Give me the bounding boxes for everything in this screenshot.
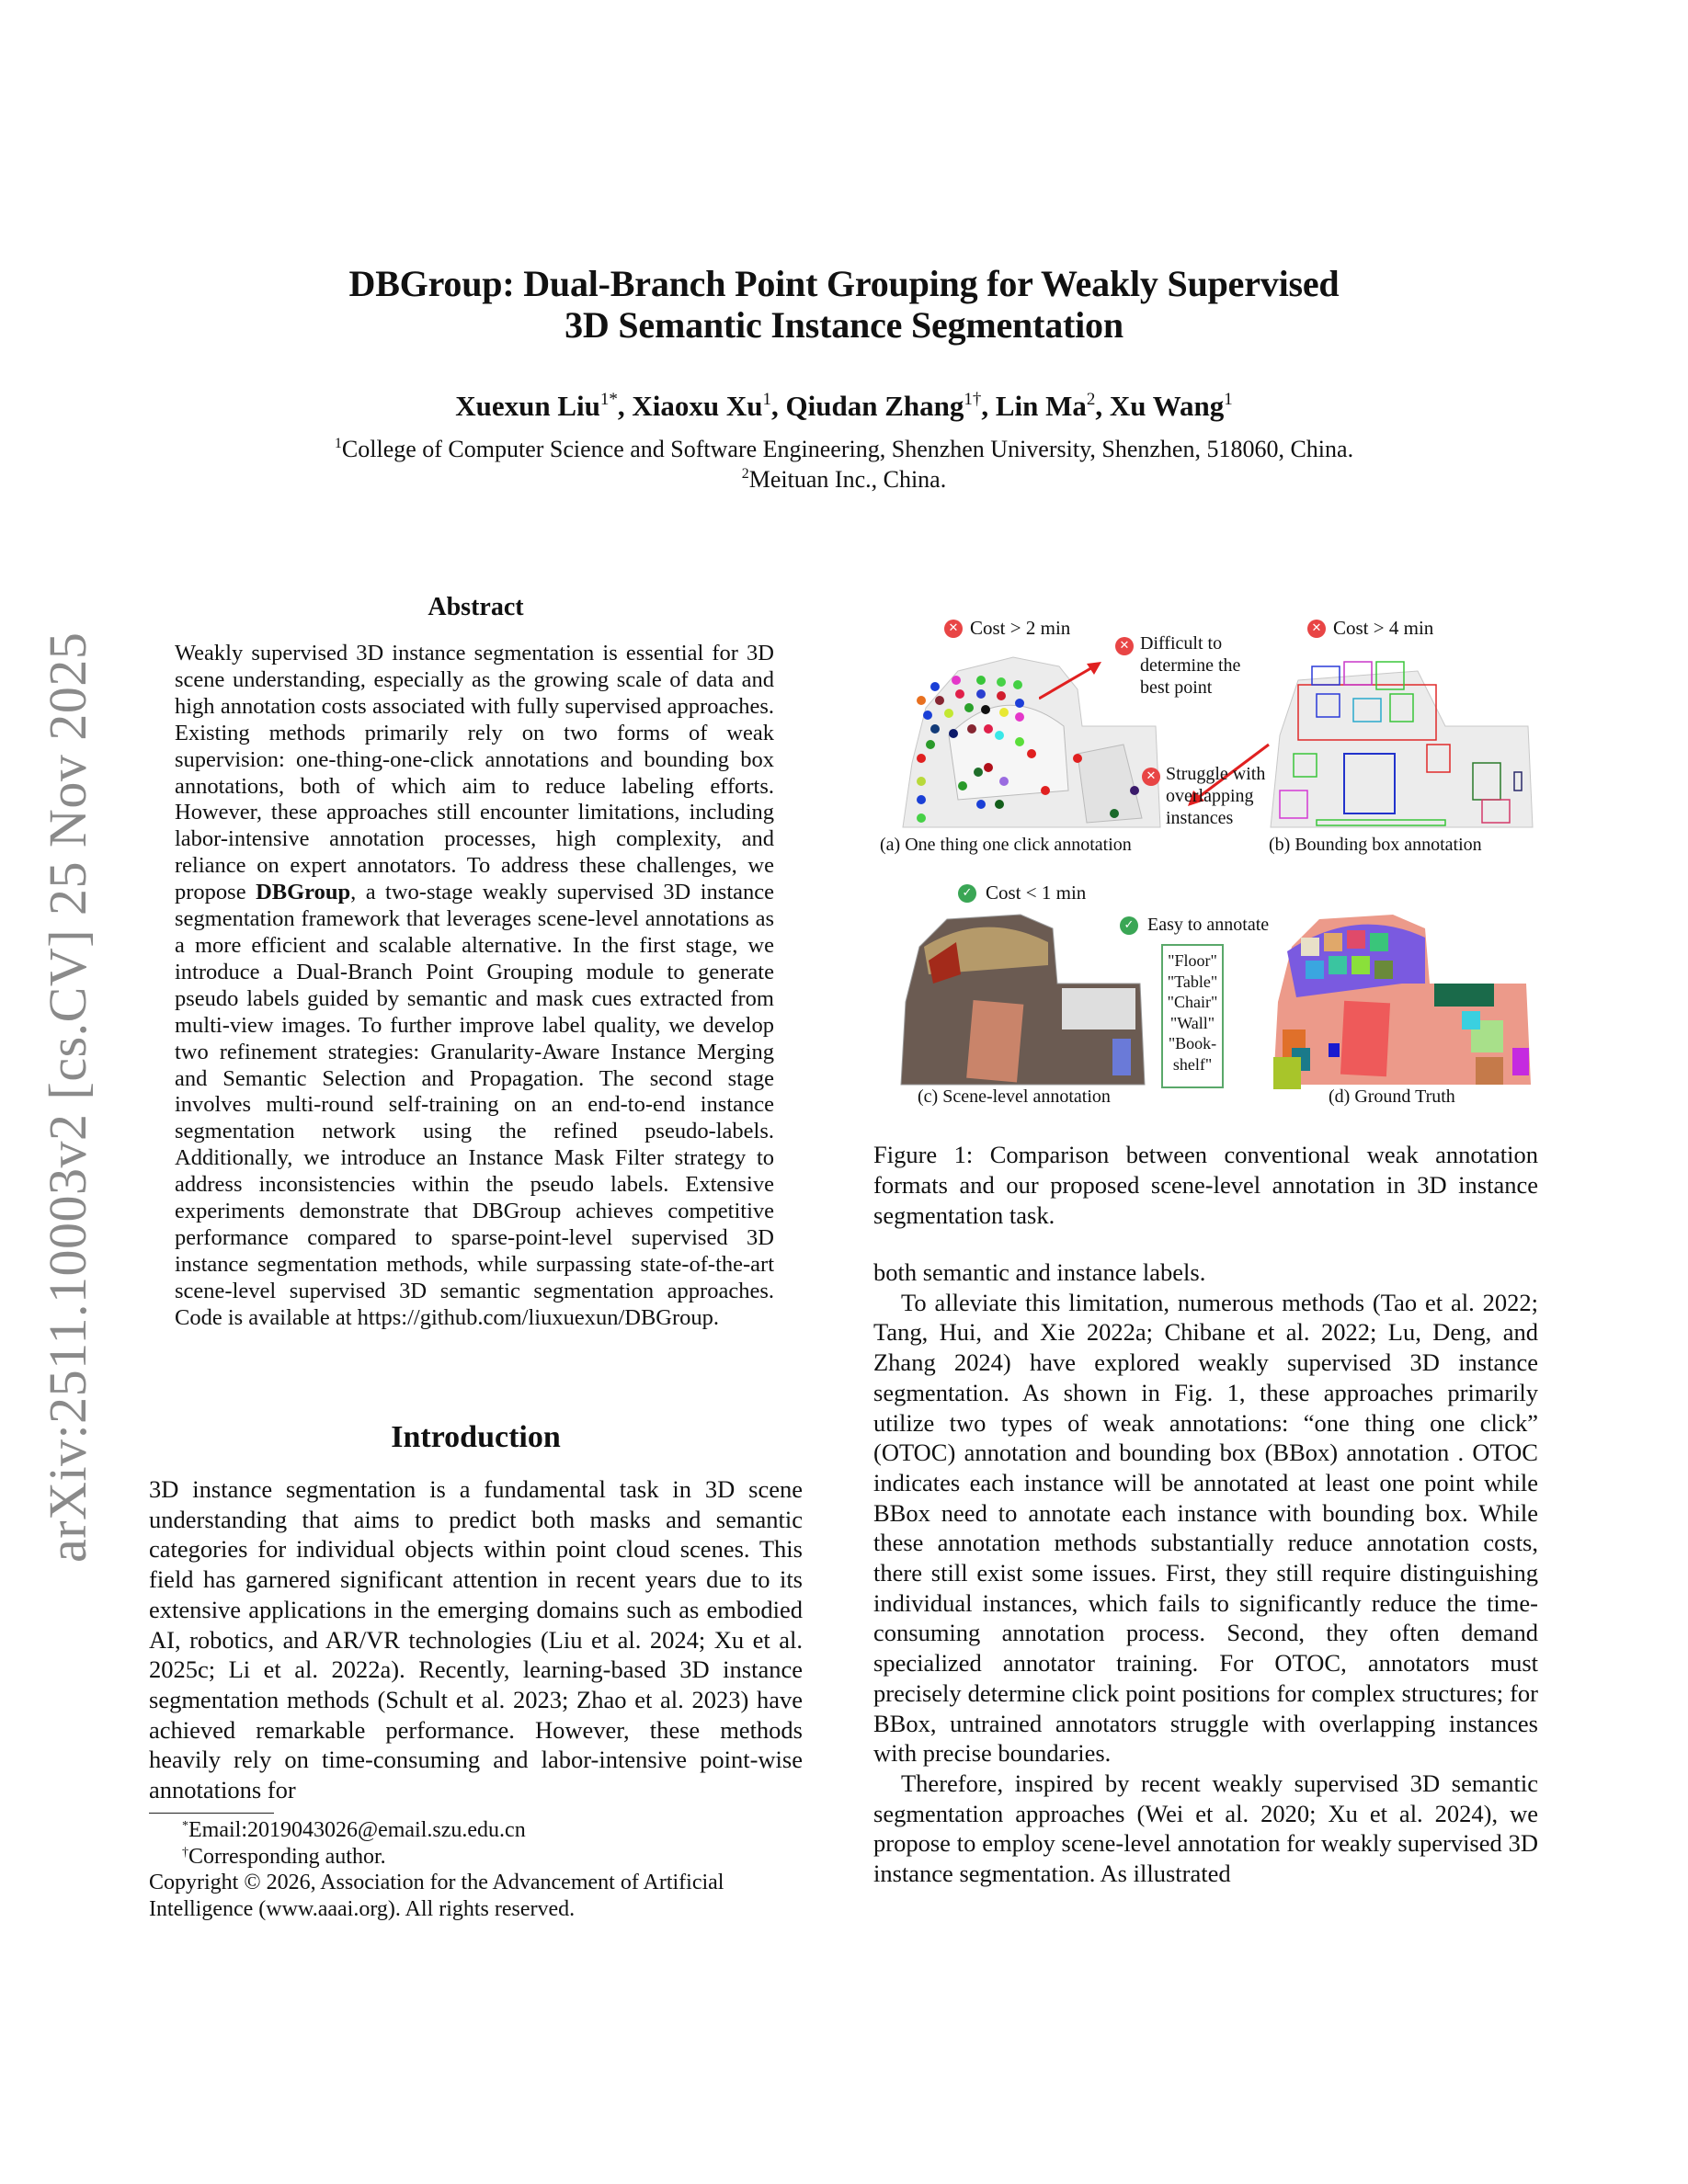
panel-b-caption: (b) Bounding box annotation bbox=[1269, 835, 1482, 855]
copyright-notice: Copyright © 2026, Association for the Advancement of Artificial Intelligence (www.aaai.org). All rights reserved. bbox=[149, 1871, 724, 1921]
panel-a-cost: Cost > 2 min bbox=[970, 617, 1071, 639]
check-circle-icon: ✓ bbox=[958, 884, 976, 903]
affiliation-1: $^1$College of Computer Science and Software Engineering, Shenzhen University, Shenzhen, 518060, China. bbox=[334, 436, 1354, 462]
affiliation-2: $^2$Meituan Inc., China. bbox=[741, 466, 947, 493]
arxiv-stamp: arXiv:2511.10003v2 [cs.CV] 25 Nov 2025 bbox=[38, 631, 97, 1563]
panel-c-note: Easy to annotate bbox=[1147, 915, 1270, 935]
intro-continued: both semantic and instance labels. bbox=[873, 1258, 1206, 1286]
title-line-2: 3D Semantic Instance Segmentation bbox=[565, 304, 1123, 346]
x-circle-icon: ✕ bbox=[1115, 637, 1134, 655]
abstract-heading: Abstract bbox=[428, 593, 524, 621]
author: Xiaoxu Xu$^1$ bbox=[632, 390, 771, 422]
figure-1-caption: Figure 1: Comparison between conventional weak annotation formats and our proposed scene-level annotation in 3D instance segmentation task. bbox=[873, 1141, 1538, 1229]
footnotes bbox=[149, 1817, 803, 1922]
author-list: Xuexun Liu$^{1*}$, Xiaoxu Xu$^1$, Qiudan Zhang$^{1\dagger}$, Lin Ma$^2$, Xu Wang$^1$ bbox=[455, 390, 1233, 422]
scene-label: "Floor" bbox=[1168, 951, 1217, 970]
panel-b-bbox-cloud bbox=[1261, 653, 1537, 836]
check-circle-icon: ✓ bbox=[1120, 916, 1138, 935]
scene-label: "Wall" bbox=[1169, 1013, 1215, 1032]
scene-label: "Book- bbox=[1168, 1034, 1217, 1052]
footnote-rule bbox=[149, 1813, 274, 1814]
abstract-body: Weakly supervised 3D instance segmentation is essential for 3D scene understanding, especially as the growing scale of data and high annotation costs associated with fully supervised approaches. Existing methods primarily rely on two forms of weak supervision: one-thing-one-click annotations and bounding box annotations, both of which aim to reduce labeling efforts. However, these approaches still encounter limitations, including labor-intensive annotation processes, high complexity, and reliance on expert annotators. To address these challenges, we propose DBGroup, a two-stage weakly supervised 3D instance segmentation framework that leverages scene-level annotations as a more efficient and scalable alternative. In the first stage, we introduce a Dual-Branch Point Grouping module to generate pseudo labels guided by semantic and mask cues extracted from multi-view images. To further improve label quality, we develop two refinement strategies: Granularity-Aware Instance Merging and Semantic Selection and Propagation. The second stage involves multi-round self-training on an end-to-end instance segmentation network using the refined pseudo-labels. Additionally, we introduce an Instance Mask Filter strategy to address inconsistencies within the pseudo labels. Extensive experiments demonstrate that DBGroup achieves competitive performance compared to sparse-point-level supervised 3D instance segmentation methods, while surpassing state-of-the-art scene-level supervised 3D semantic segmentation approaches. Code is available at https://github.com/liuxuexun/DBGroup. bbox=[175, 641, 774, 1330]
panel-a-caption: (a) One thing one click annotation bbox=[880, 835, 1132, 855]
panel-d-caption: (d) Ground Truth bbox=[1329, 1086, 1455, 1107]
introduction-body bbox=[149, 1474, 803, 1805]
author: Xuexun Liu$^{1*}$ bbox=[455, 390, 618, 422]
footnote-email: *Email:2019043026@email.szu.edu.cn bbox=[182, 1818, 526, 1842]
panel-c-cost: Cost < 1 min bbox=[986, 882, 1087, 904]
figure-1 bbox=[873, 602, 1538, 1112]
method-name: DBGroup bbox=[256, 880, 351, 905]
panel-a-note: Difficult to determine the best point bbox=[1140, 633, 1241, 698]
panel-c-caption: (c) Scene-level annotation bbox=[918, 1086, 1111, 1107]
footnote-corresponding: †Corresponding author. bbox=[182, 1844, 386, 1869]
intro-paragraph-1: 3D instance segmentation is a fundamental task in 3D scene understanding that aims to predict both masks and semantic categories for individual objects within point cloud scenes. This field has garnered significant attention in recent years due to its extensive applications in the emerging domains such as embodied AI, robotics, and AR/VR technologies (Liu et al. 2024; Xu et al. 2025c; Li et al. 2022a). Recently, learning-based 3D instance segmentation methods (Schult et al. 2023; Zhao et al. 2023) have achieved remarkable performance. However, these methods heavily rely on time-consuming and labor-intensive point-wise annotations for bbox=[149, 1475, 803, 1804]
panel-b-note: Struggle with overlapping instances bbox=[1166, 764, 1266, 828]
affiliations bbox=[0, 434, 1688, 495]
scene-label: shelf" bbox=[1172, 1054, 1213, 1074]
author: Xu Wang$^1$ bbox=[1109, 390, 1233, 422]
panel-b-cost: Cost > 4 min bbox=[1333, 617, 1434, 639]
panel-c-rgb-scene bbox=[892, 910, 1154, 1094]
author: Lin Ma$^2$ bbox=[995, 390, 1096, 422]
scene-label-box bbox=[1161, 944, 1224, 1088]
x-circle-icon: ✕ bbox=[1142, 768, 1160, 786]
introduction-heading: Introduction bbox=[391, 1420, 561, 1454]
intro-paragraph-3: Therefore, inspired by recent weakly supervised 3D semantic segmentation approaches (Wei et al. 2020; Xu et al. 2024), we propose to employ scene-level annotation for weakly supervised 3D instance segmentation. As illustrated bbox=[873, 1769, 1538, 1888]
paper-title bbox=[0, 263, 1688, 346]
scene-label: "Table" bbox=[1167, 972, 1218, 991]
right-column-body bbox=[873, 1257, 1538, 1889]
scene-label: "Chair" bbox=[1167, 993, 1218, 1011]
panel-d-ground-truth bbox=[1264, 910, 1535, 1094]
author: Qiudan Zhang$^{1\dagger}$ bbox=[785, 390, 982, 422]
title-line-1: DBGroup: Dual-Branch Point Grouping for Weakly Supervised bbox=[348, 263, 1340, 304]
x-circle-icon: ✕ bbox=[944, 620, 963, 638]
intro-paragraph-2: To alleviate this limitation, numerous methods (Tao et al. 2022; Tang, Hui, and Xie 2022a; Chibane et al. 2022; Lu, Deng, and Zhang 2024) have explored weakly supervised 3D instance segmentation. As shown in Fig. 1, these approaches primarily utilize two types of weak annotations: “one thing one click” (OTOC) annotation and bounding box (BBox) annotation . OTOC indicates each instance will be annotated at least one point while BBox need to annotate each instance with bounding box. While these annotation methods substantially reduce annotation costs, there still exist some issues. First, they still require distinguishing individual instances, which fails to significantly reduce the time-consuming annotation process. Second, they often demand specialized annotator training. For OTOC, annotators must precisely determine click point positions for complex structures; for BBox, untrained annotators struggle with overlapping instances with precise boundaries. bbox=[873, 1288, 1538, 1768]
x-circle-icon: ✕ bbox=[1307, 620, 1326, 638]
arrow-to-note-a bbox=[1039, 653, 1131, 708]
